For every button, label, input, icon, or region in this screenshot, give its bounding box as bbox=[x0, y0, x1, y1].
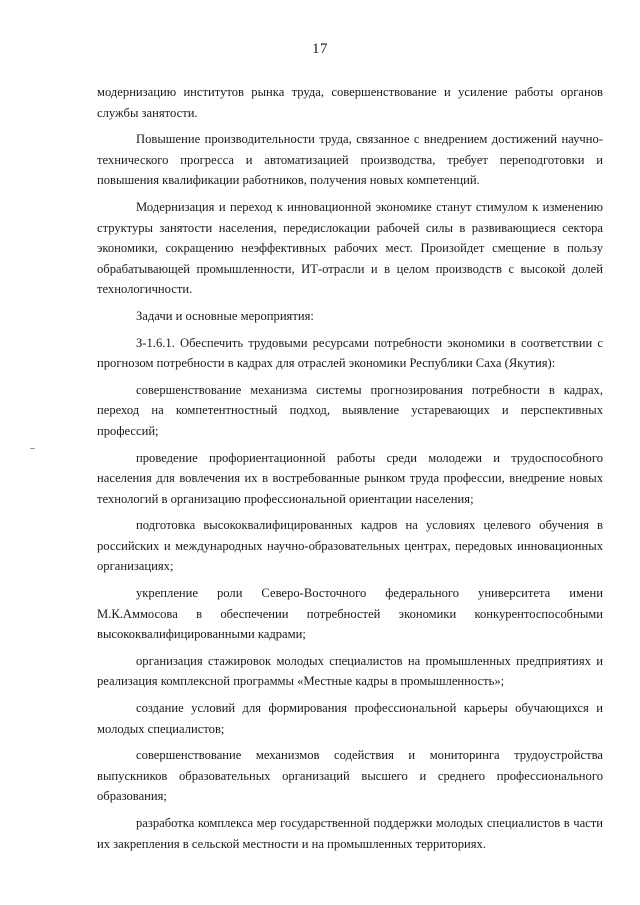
task-paragraph: З-1.6.1. Обеспечить трудовыми ресурсами потребности экономики в соответствии с прогнозом потребности в кадрах для отраслей экономики Республики Саха (Якутия): bbox=[97, 335, 603, 371]
section-heading: Задачи и основные мероприятия: bbox=[136, 308, 314, 323]
paragraph: Модернизация и переход к инновационной экономике станут стимулом к изменению структуры занятости населения, передислокации рабочей силы в развивающиеся сектора экономики, сокращению неэффективных рабочих мест. Произойдет смещение в пользу обрабатывающей промышленности, ИТ-отрасли и в целом производств с высокой долей технологичности. bbox=[97, 199, 603, 297]
paragraph: Повышение производительности труда, связанное с внедрением достижений научно-технического прогресса и автоматизацией производства, требует переподготовки и повышения квалификации работников, получения новых компетенций. bbox=[97, 132, 603, 188]
list-item: подготовка высококвалифицированных кадров на условиях целевого обучения в российских и международных научно-образовательных центрах, передовых инновационных организациях; bbox=[97, 518, 603, 574]
list-item: совершенствование механизмов содействия и мониторинга трудоустройства выпускников образовательных организаций высшего и среднего профессионального образования; bbox=[97, 748, 603, 804]
margin-mark bbox=[30, 448, 35, 449]
page-number: 17 bbox=[312, 41, 328, 57]
list-item: проведение профориентационной работы среди молодежи и трудоспособного населения для вовлечения их в востребованные рынком труда профессии, внедрение новых технологий в организацию профессиональной ориентации населения; bbox=[97, 450, 603, 506]
list-item: разработка комплекса мер государственной поддержки молодых специалистов в части их закрепления в сельской местности и на промышленных территориях. bbox=[97, 816, 603, 851]
paragraph: модернизацию институтов рынка труда, совершенствование и усиление работы органов службы занятости. bbox=[97, 85, 603, 120]
list-item: организация стажировок молодых специалистов на промышленных предприятиях и реализация комплексной программы «Местные кадры в промышленность»; bbox=[97, 653, 603, 689]
document-body bbox=[97, 82, 603, 860]
list-item: укрепление роли Северо-Восточного федерального университета имени М.К.Аммосова в обеспечении потребностей экономики конкурентоспособными высококвалифицированными кадрами; bbox=[97, 586, 603, 642]
list-item: совершенствование механизма системы прогнозирования потребности в кадрах, переход на компетентностный подход, выявление устаревающих и перспективных профессий; bbox=[97, 382, 603, 438]
list-item: создание условий для формирования профессиональной карьеры обучающихся и молодых специалистов; bbox=[97, 701, 603, 736]
